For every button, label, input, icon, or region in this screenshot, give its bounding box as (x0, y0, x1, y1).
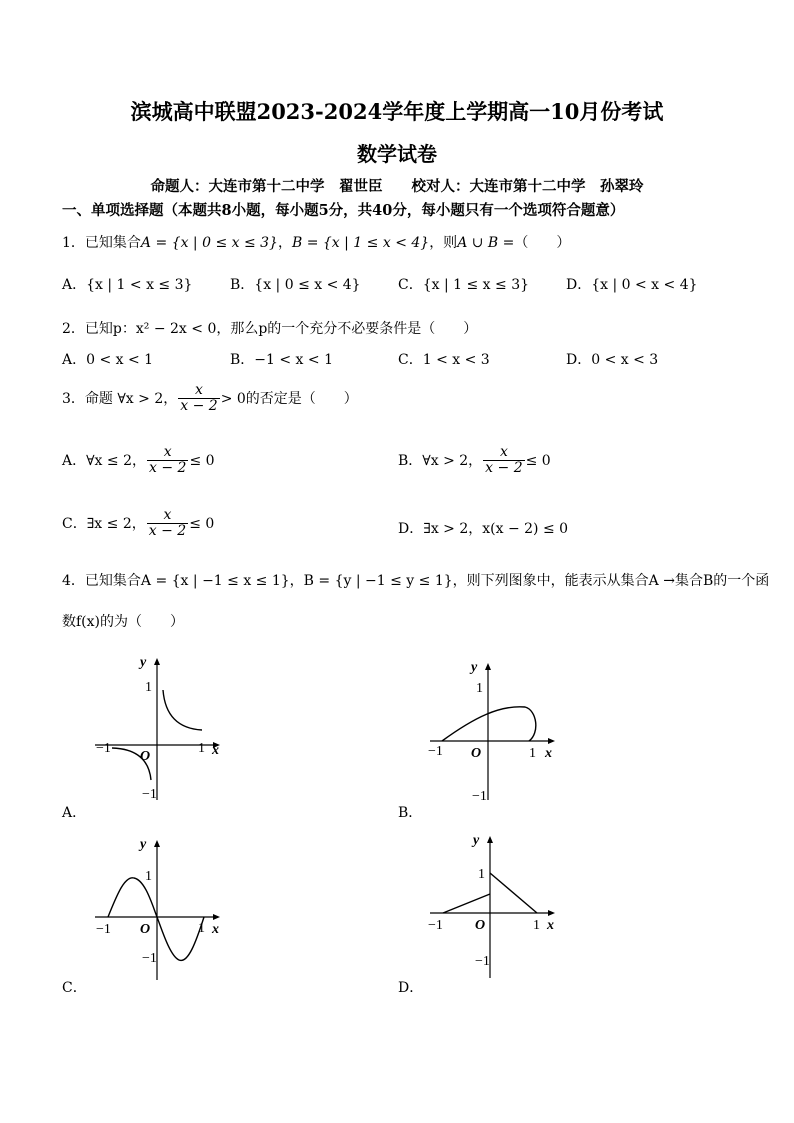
graph-d-tick-1x: 1 (533, 918, 540, 933)
graph-b-y-label: y (471, 660, 478, 675)
q3-a-num: x (147, 445, 188, 461)
q1-option-b: B．{x | 0 ≤ x < 4} (230, 277, 361, 293)
graph-c-tick-1x: 1 (198, 921, 205, 936)
q1-union: A ∪ B = (457, 235, 515, 251)
graph-d-origin: O (475, 918, 486, 933)
graph-c-x-label: x (212, 922, 219, 937)
graph-b-curve (442, 707, 536, 741)
graph-c-label: C． (62, 980, 87, 996)
graph-b-tick-neg1: −1 (428, 744, 443, 759)
q1-set-b: B = {x | 1 ≤ x < 4} (291, 235, 430, 251)
graph-b-x-arrow (548, 738, 555, 744)
graph-c-y-label: y (140, 837, 147, 852)
graph-d-x-label: x (547, 918, 554, 933)
graph-c (90, 832, 230, 982)
graph-d-left-segment (443, 894, 490, 913)
q3-c-den: x − 2 (148, 523, 187, 540)
section-heading: 一、单项选择题（本题共8小题，每小题5分，共40分，每小题只有一个选项符合题意） (62, 202, 625, 219)
q2-option-d: D．0 < x < 3 (566, 352, 659, 368)
graph-c-x-arrow (213, 914, 220, 920)
q2-option-a: A．0 < x < 1 (62, 352, 154, 368)
q3-b-fraction (483, 445, 524, 477)
q1-paren: （ ） (514, 235, 571, 251)
graph-a-origin: O (140, 749, 151, 764)
q3-a-fraction (147, 445, 188, 477)
q3-option-c (62, 508, 214, 540)
q3-c-post: ≤ 0 (189, 515, 215, 532)
graph-b-tick-1: 1 (476, 681, 483, 696)
question-1-stem (62, 232, 570, 252)
q2-option-b: B．−1 < x < 1 (230, 352, 333, 368)
graph-b-tick-1x: 1 (529, 746, 536, 761)
q1-stem-b: ，则 (429, 235, 458, 251)
graph-a-y-arrow (154, 658, 160, 665)
graph-d (425, 828, 565, 983)
q3-frac-num: x (178, 383, 219, 399)
graph-a (90, 650, 230, 805)
graph-c-y-arrow (154, 840, 160, 847)
q3-stem-b: > 0的否定是（ ） (220, 390, 358, 407)
subject-title: 数学试卷 (357, 142, 437, 166)
question-3-stem (62, 383, 358, 415)
q1-stem-a: 1．已知集合 (62, 235, 141, 251)
graph-a-tick-neg1: −1 (96, 741, 111, 756)
author-line: 命题人：大连市第十二中学 翟世臣 校对人：大连市第十二中学 孙翠玲 (150, 178, 644, 195)
q3-fraction (178, 383, 219, 415)
graph-d-right-segment (490, 873, 537, 913)
graph-c-origin: O (140, 922, 151, 937)
q1-option-a: A．{x | 1 < x ≤ 3} (62, 277, 193, 293)
q1-option-d: D．{x | 0 < x < 4} (566, 277, 698, 293)
q1-set-a: A = {x | 0 ≤ x ≤ 3} (140, 235, 278, 251)
q3-b-pre: B．∀x > 2， (398, 452, 483, 469)
graph-b-tick-neg1y: −1 (472, 789, 487, 804)
q3-b-den: x − 2 (485, 460, 523, 477)
graph-b-y-arrow (485, 663, 491, 670)
graph-a-label: A． (62, 805, 87, 821)
graph-a-tick-1x: 1 (198, 741, 205, 756)
q2-option-c: C．1 < x < 3 (398, 352, 490, 368)
q3-c-pre: C．∃x ≤ 2， (62, 515, 146, 532)
graph-b-label: B． (398, 805, 423, 821)
question-2-stem: 2．已知p：x² − 2x < 0，那么p的一个充分不必要条件是（ ） (62, 321, 478, 337)
q3-stem-a: 3．命题 ∀x > 2， (62, 390, 178, 407)
q1-sep: ， (277, 235, 292, 251)
graph-a-tick-1: 1 (145, 680, 152, 695)
q3-frac-den: x − 2 (180, 398, 218, 415)
graph-c-tick-neg1: −1 (96, 922, 111, 937)
exam-title: 滨城高中联盟2023-2024学年度上学期高一10月份考试 (130, 99, 664, 124)
graph-c-tick-1: 1 (145, 869, 152, 884)
graph-d-x-arrow (548, 910, 555, 916)
graph-c-curve (108, 878, 204, 961)
graph-b-x-label: x (545, 746, 552, 761)
q3-c-num: x (147, 508, 188, 524)
graph-d-tick-1: 1 (478, 867, 485, 882)
q3-a-den: x − 2 (149, 460, 187, 477)
q3-a-post: ≤ 0 (189, 452, 215, 469)
question-4-stem-line1: 4．已知集合A = {x | −1 ≤ x ≤ 1}，B = {y | −1 ≤ y ≤ 1}，则下列图象中，能表示从集合A →集合B的一个函 (62, 573, 770, 589)
q3-option-b (398, 445, 551, 477)
graph-d-label: D． (398, 980, 424, 996)
graph-b (425, 655, 565, 805)
question-4-stem-line2: 数f(x)的为（ ） (62, 614, 185, 630)
graph-b-origin: O (471, 746, 482, 761)
graph-d-tick-neg1y: −1 (475, 954, 490, 969)
graph-a-y-label: y (140, 655, 147, 670)
graph-d-tick-neg1: −1 (428, 918, 443, 933)
graph-d-y-label: y (473, 833, 480, 848)
graph-a-x-label: x (212, 743, 219, 758)
graph-a-tick-neg1y: −1 (142, 787, 157, 802)
q3-option-a (62, 445, 215, 477)
q3-b-post: ≤ 0 (525, 452, 551, 469)
q3-option-d: D．∃x > 2，x(x − 2) ≤ 0 (398, 521, 569, 537)
graph-a-curve-right (163, 690, 202, 730)
q3-a-pre: A．∀x ≤ 2， (62, 452, 146, 469)
q3-c-fraction (147, 508, 188, 540)
q3-b-num: x (483, 445, 524, 461)
graph-c-tick-neg1y: −1 (142, 951, 157, 966)
q1-option-c: C．{x | 1 ≤ x ≤ 3} (398, 277, 530, 293)
graph-d-y-arrow (487, 836, 493, 843)
